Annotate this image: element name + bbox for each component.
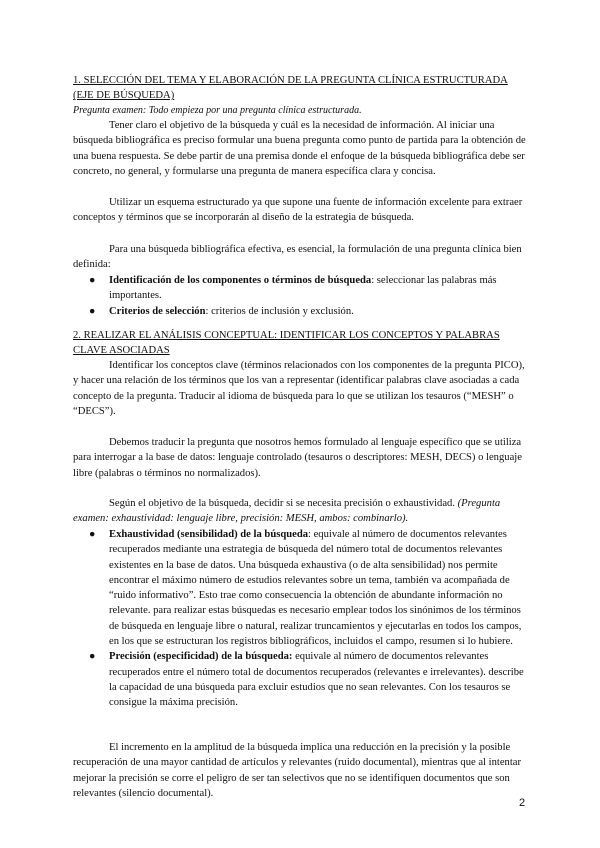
list-item (73, 649, 529, 710)
paragraph: Para una búsqueda bibliográfica efectiva, es esencial, la formulación de una pregunta clínica bien definida: (73, 244, 522, 271)
bullet-icon: ● (89, 529, 96, 540)
exam-note-text: Pregunta examen: Todo empieza por una pregunta clínica estructurada. (73, 105, 362, 116)
bullet-icon: ● (89, 275, 96, 286)
exam-note: (Pregunta examen: exhaustividad: lenguaje libre, precisión: MESH, ambos: combinarlo). (73, 498, 501, 525)
section-2-heading: 2. REALIZAR EL ANÁLISIS CONCEPTUAL: IDENTIFICAR LOS CONCEPTOS Y PALABRAS CLAVE ASOCIADAS (73, 330, 500, 357)
paragraph (73, 496, 529, 527)
bullet-icon: ● (89, 651, 96, 663)
term: Identificación de los componentes o términos de búsqueda (109, 275, 372, 286)
page-number: 2 (519, 797, 526, 809)
term: Precisión (especificidad) de la búsqueda: (109, 651, 293, 663)
paragraph-text: Según el objetivo de la búsqueda, decidir si se necesita precisión o exhaustividad. (109, 498, 455, 509)
paragraph: Tener claro el objetivo de la búsqueda y cuál es la necesidad de información. Al iniciar una búsqueda bibliográfica es preciso formular una buena pregunta como punto de partida para la obtención de una buena respuesta. Se debe partir de una premisa donde el enfoque de la búsqueda bibliográfica debe ser concreto, no general, y formularse una pregunta de manera específica clara y concisa. (73, 120, 526, 177)
section-1-heading: 1. SELECCIÓN DEL TEMA Y ELABORACIÓN DE LA PREGUNTA CLÍNICA ESTRUCTURADA (EJE DE BÚSQUEDA) (73, 75, 508, 102)
paragraph: Utilizar un esquema estructurado ya que supone una fuente de información excelente para extraer conceptos y términos que se incorporarán al diseño de la estrategia de búsqueda. (73, 197, 523, 224)
list-item (73, 304, 529, 319)
term: Exhaustividad (sensibilidad) de la búsqueda (109, 529, 309, 540)
bullet-list (73, 527, 529, 711)
paragraph: Identificar los conceptos clave (términos relacionados con los componentes de la pregunta PICO), y hacer una relación de los términos que los van a representar (identificar palabras clave asociadas a cada concepto de la pregunta. Traducir al idioma de búsqueda para lo que se utilizan los tesauros (“MESH” o “DECS”). (73, 360, 525, 417)
list-item (73, 527, 529, 649)
bullet-icon: ● (89, 305, 96, 317)
exam-note (73, 103, 529, 118)
paragraph: El incremento en la amplitud de la búsqueda implica una reducción en la precisión y la posible recuperación de una mayor cantidad de artículos y relevantes (ruido documental), mientras que al intentar mejorar la precisión se corre el peligro de ser tan selectivos que no se identifiquen documentos que son relevantes (silencio documental). (73, 742, 521, 799)
definition: : seleccionar las palabras más importantes. (109, 275, 497, 302)
term: Criterios de selección (109, 305, 206, 317)
definition: : criterios de inclusión y exclusión. (205, 305, 354, 317)
list-item (73, 273, 529, 304)
bullet-list (73, 273, 529, 319)
definition: : equivale al número de documentos relevantes recuperados mediante una estrategia de búsqueda del número total de documentos relevantes existentes en la base de datos. Una búsqueda exhaustiva (o de alta sensibilidad) nos permite encontrar el máximo número de estudios relevantes sobre un tema, también va acompañada de “ruido informativo”. Esto trae como consecuencia la obtención de abundante información no relevante. para realizar estas búsquedas es necesario emplear todos los sinónimos de los términos de búsqueda en lenguaje libre o natural, realizar truncamientos y ejecutarlas en todos los campos, en los que se estructuran los registros bibliográficos, incluidos el campo, resumen si lo hubiere. (109, 529, 522, 648)
paragraph: Debemos traducir la pregunta que nosotros hemos formulado al lenguaje específico que se utiliza para interrogar a la base de datos: lenguaje controlado (tesauros o descriptores: MESH, DECS) o lenguaje libre (palabras o términos no normalizados). (73, 437, 522, 479)
definition: equivale al número de documentos relevantes recuperados entre el número total de documentos recuperados (relevantes e irrelevantes). describe la capacidad de una búsqueda para excluir estudios que no sean relevantes. Con los tesauros se consigue la máxima precisión. (109, 651, 524, 709)
